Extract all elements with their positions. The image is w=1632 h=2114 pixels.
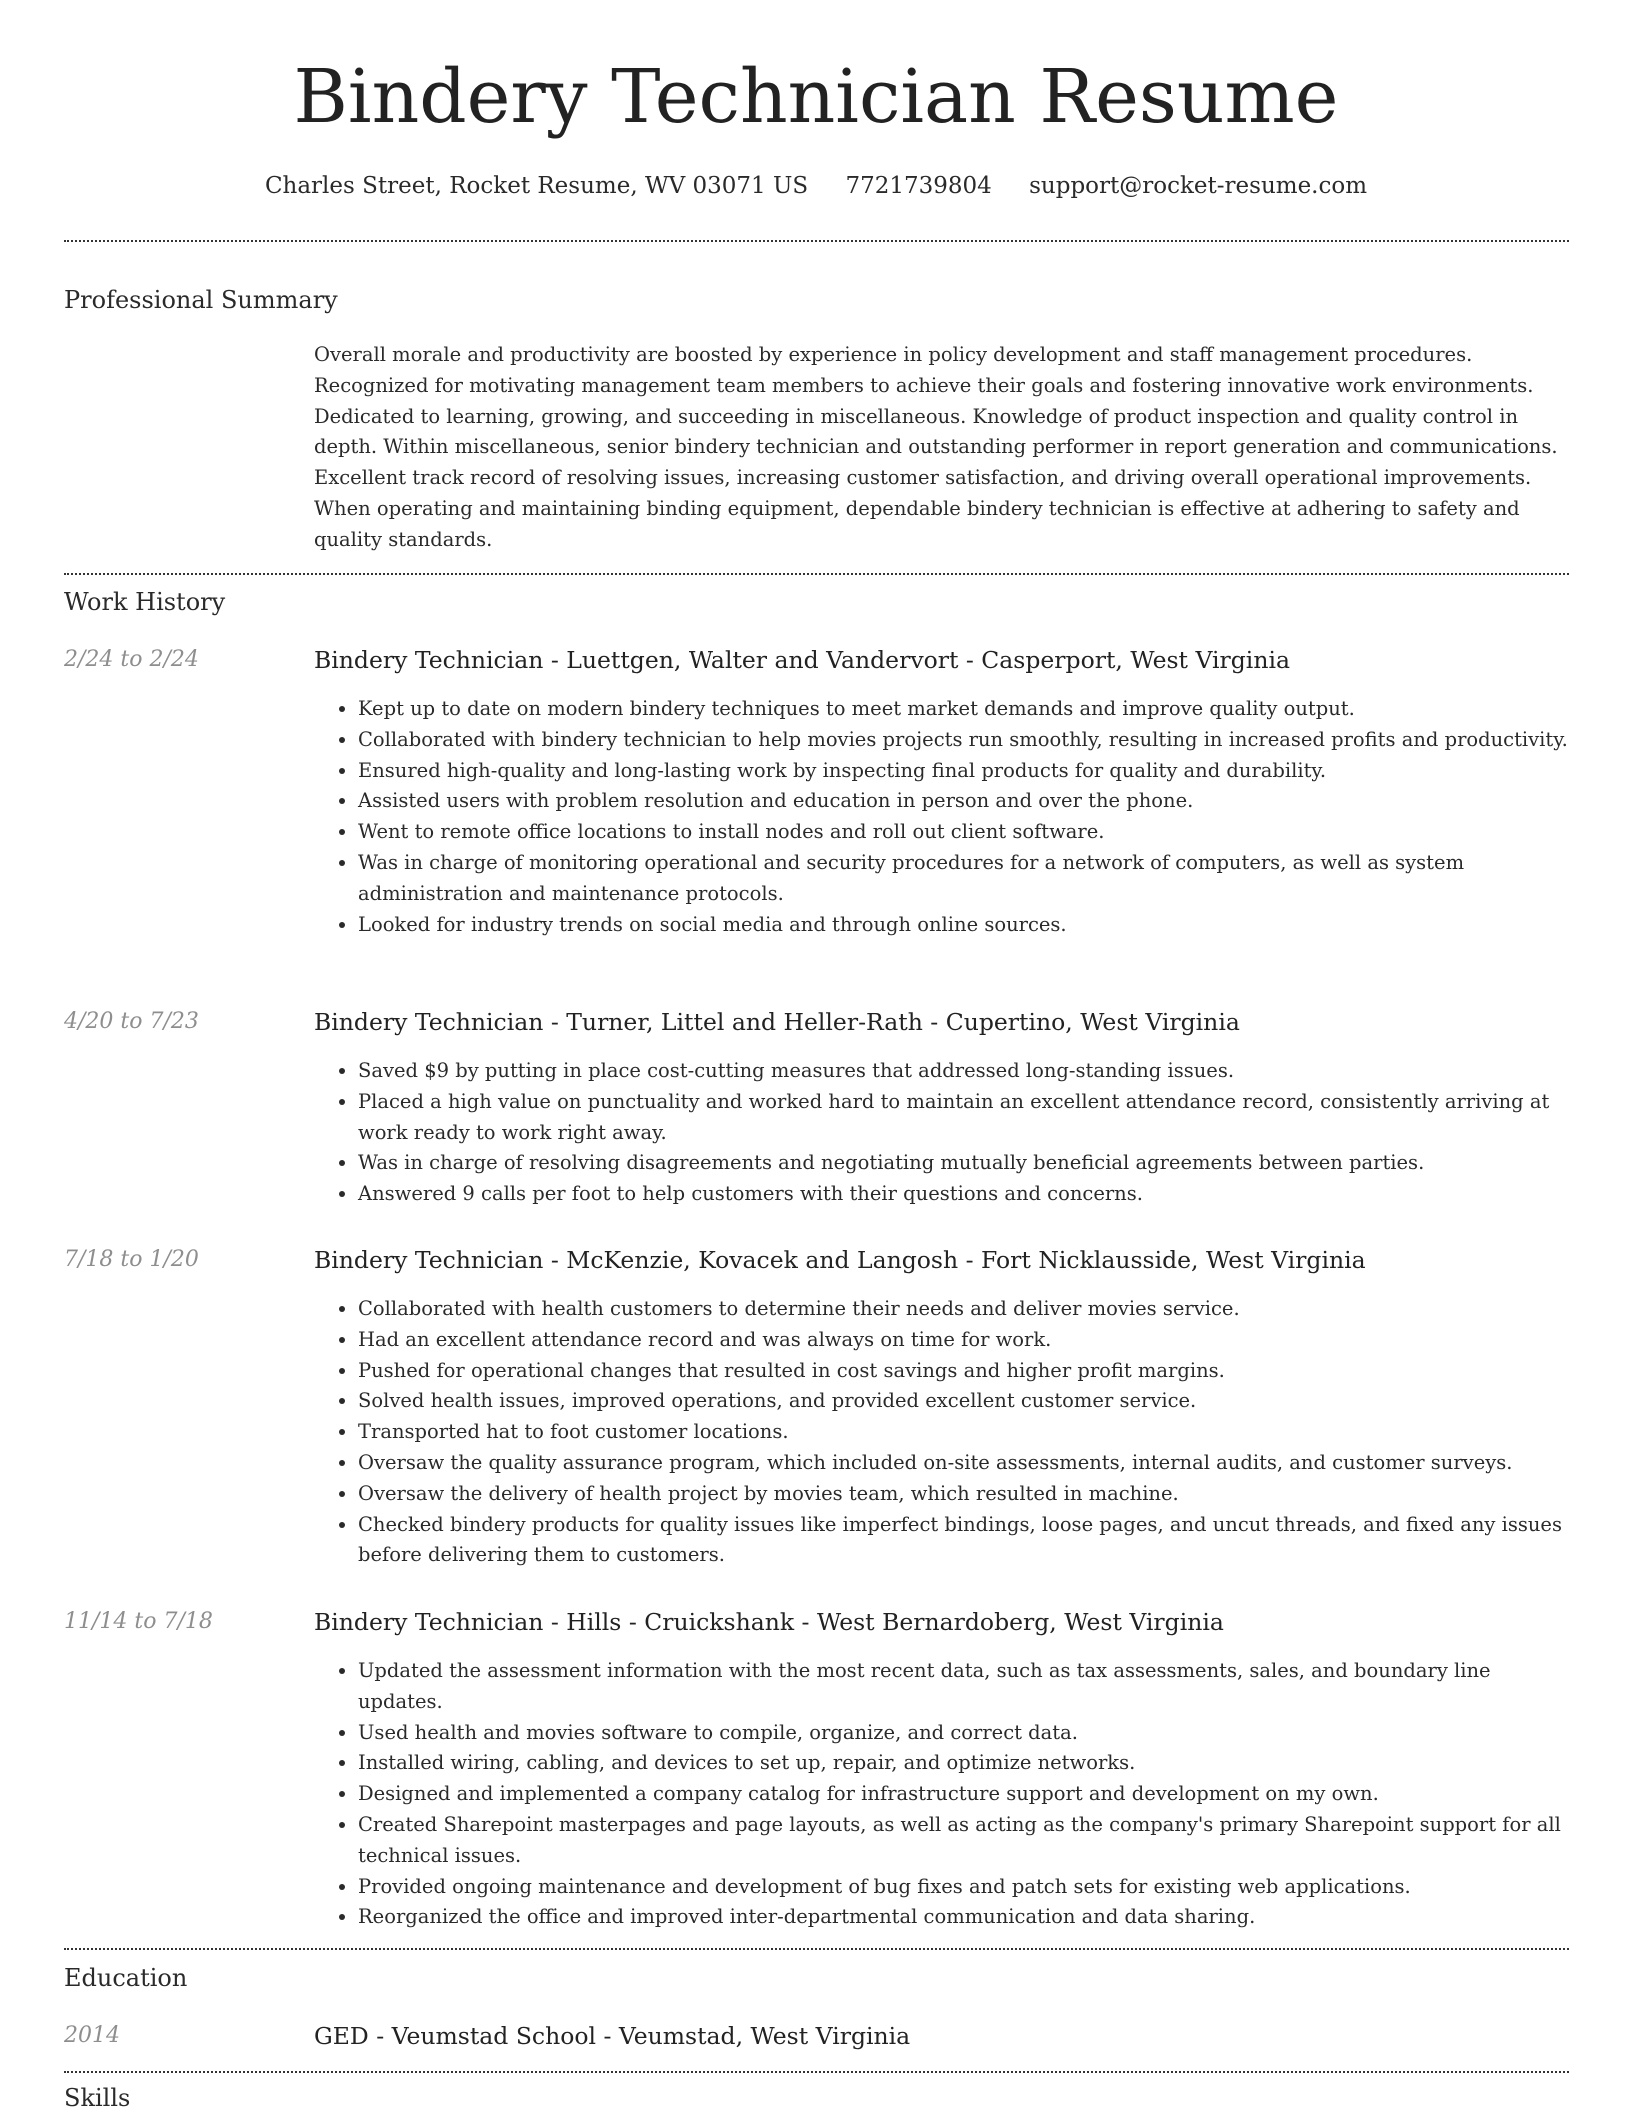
section-heading-work-history: Work History xyxy=(64,588,226,616)
education-year: 2014 xyxy=(64,2023,120,2048)
job-bullets xyxy=(314,1056,1569,1210)
list-item: • Reorganized the office and improved inter-departmental communication and data sharing. xyxy=(358,1902,1569,1933)
contact-line xyxy=(0,170,1632,202)
summary-text: Overall morale and productivity are boosted by experience in policy development and staff management procedures. Recognized for motivating management team members to achieve their goals and fostering innovative work environments. Dedicated to learning, growing, and succeeding in miscellaneous. Knowledge of product inspection and quality control in depth. Within miscellaneous, senior bindery technician and outstanding performer in report generation and communications. Excellent track record of resolving issues, increasing customer satisfaction, and driving overall operational improvements. When operating and maintaining binding equipment, dependable bindery technician is effective at adhering to safety and quality standards. xyxy=(314,343,1558,551)
job-title: Bindery Technician - Hills - Cruickshank - West Bernardoberg, West Virginia xyxy=(314,1608,1224,1636)
list-item: • Oversaw the delivery of health project by movies team, which resulted in machine. xyxy=(358,1479,1569,1510)
list-item: • Created Sharepoint masterpages and page layouts, as well as acting as the company's primary Sharepoint support for all technical issues. xyxy=(358,1810,1569,1872)
section-heading-skills: Skills xyxy=(64,2084,131,2112)
list-item: • Installed wiring, cabling, and devices to set up, repair, and optimize networks. xyxy=(358,1748,1569,1779)
job-title: Bindery Technician - Luettgen, Walter and Vandervort - Casperport, West Virginia xyxy=(314,646,1290,674)
list-item: • Collaborated with bindery technician to help movies projects run smoothly, resulting in increased profits and productivity. xyxy=(358,725,1569,756)
list-item: • Looked for industry trends on social media and through online sources. xyxy=(358,910,1569,941)
list-item: • Kept up to date on modern bindery techniques to meet market demands and improve quality output. xyxy=(358,694,1569,725)
divider xyxy=(64,573,1569,575)
list-item: • Saved $9 by putting in place cost-cutting measures that addressed long-standing issues. xyxy=(358,1056,1569,1087)
list-item: • Ensured high-quality and long-lasting work by inspecting final products for quality and durability. xyxy=(358,756,1569,787)
list-item: • Was in charge of monitoring operational and security procedures for a network of computers, as well as system administration and maintenance protocols. xyxy=(358,848,1569,910)
job-dates: 11/14 to 7/18 xyxy=(64,1609,213,1634)
list-item: • Provided ongoing maintenance and development of bug fixes and patch sets for existing web applications. xyxy=(358,1872,1569,1903)
section-heading-summary: Professional Summary xyxy=(64,286,338,314)
job-title: Bindery Technician - Turner, Littel and Heller-Rath - Cupertino, West Virginia xyxy=(314,1008,1240,1036)
list-item: • Checked bindery products for quality issues like imperfect bindings, loose pages, and uncut threads, and fixed any issues before delivering them to customers. xyxy=(358,1510,1569,1572)
job-dates: 2/24 to 2/24 xyxy=(64,647,199,672)
list-item: • Updated the assessment information with the most recent data, such as tax assessments, sales, and boundary line updates. xyxy=(358,1656,1569,1718)
section-heading-education: Education xyxy=(64,1964,188,1992)
job-title: Bindery Technician - McKenzie, Kovacek and Langosh - Fort Nicklausside, West Virginia xyxy=(314,1246,1366,1274)
list-item: • Collaborated with health customers to determine their needs and deliver movies service. xyxy=(358,1294,1569,1325)
list-item: • Was in charge of resolving disagreements and negotiating mutually beneficial agreements between parties. xyxy=(358,1148,1569,1179)
job-dates: 4/20 to 7/23 xyxy=(64,1009,199,1034)
list-item: • Designed and implemented a company catalog for infrastructure support and development on my own. xyxy=(358,1779,1569,1810)
list-item: • Went to remote office locations to install nodes and roll out client software. xyxy=(358,817,1569,848)
job-bullets xyxy=(314,694,1569,940)
contact-phone: 7721739804 xyxy=(845,173,992,199)
list-item: • Answered 9 calls per foot to help customers with their questions and concerns. xyxy=(358,1179,1569,1210)
list-item: • Had an excellent attendance record and was always on time for work. xyxy=(358,1325,1569,1356)
list-item: • Used health and movies software to compile, organize, and correct data. xyxy=(358,1718,1569,1749)
job-dates: 7/18 to 1/20 xyxy=(64,1247,199,1272)
divider xyxy=(64,240,1569,242)
list-item: • Placed a high value on punctuality and worked hard to maintain an excellent attendance record, consistently arriving at work ready to work right away. xyxy=(358,1087,1569,1149)
list-item: • Pushed for operational changes that resulted in cost savings and higher profit margins. xyxy=(358,1356,1569,1387)
job-bullets xyxy=(314,1656,1569,1933)
contact-email: support@rocket-resume.com xyxy=(1029,173,1368,199)
divider xyxy=(64,1948,1569,1950)
job-bullets xyxy=(314,1294,1569,1571)
resume-title: Bindery Technician Resume xyxy=(293,54,1339,140)
education-title: GED - Veumstad School - Veumstad, West Virginia xyxy=(314,2022,911,2050)
list-item: • Transported hat to foot customer locations. xyxy=(358,1417,1569,1448)
contact-address: Charles Street, Rocket Resume, WV 03071 US xyxy=(264,173,809,199)
list-item: • Assisted users with problem resolution and education in person and over the phone. xyxy=(358,786,1569,817)
list-item: • Solved health issues, improved operations, and provided excellent customer service. xyxy=(358,1386,1569,1417)
divider xyxy=(64,2071,1569,2073)
list-item: • Oversaw the quality assurance program, which included on-site assessments, internal audits, and customer surveys. xyxy=(358,1448,1569,1479)
